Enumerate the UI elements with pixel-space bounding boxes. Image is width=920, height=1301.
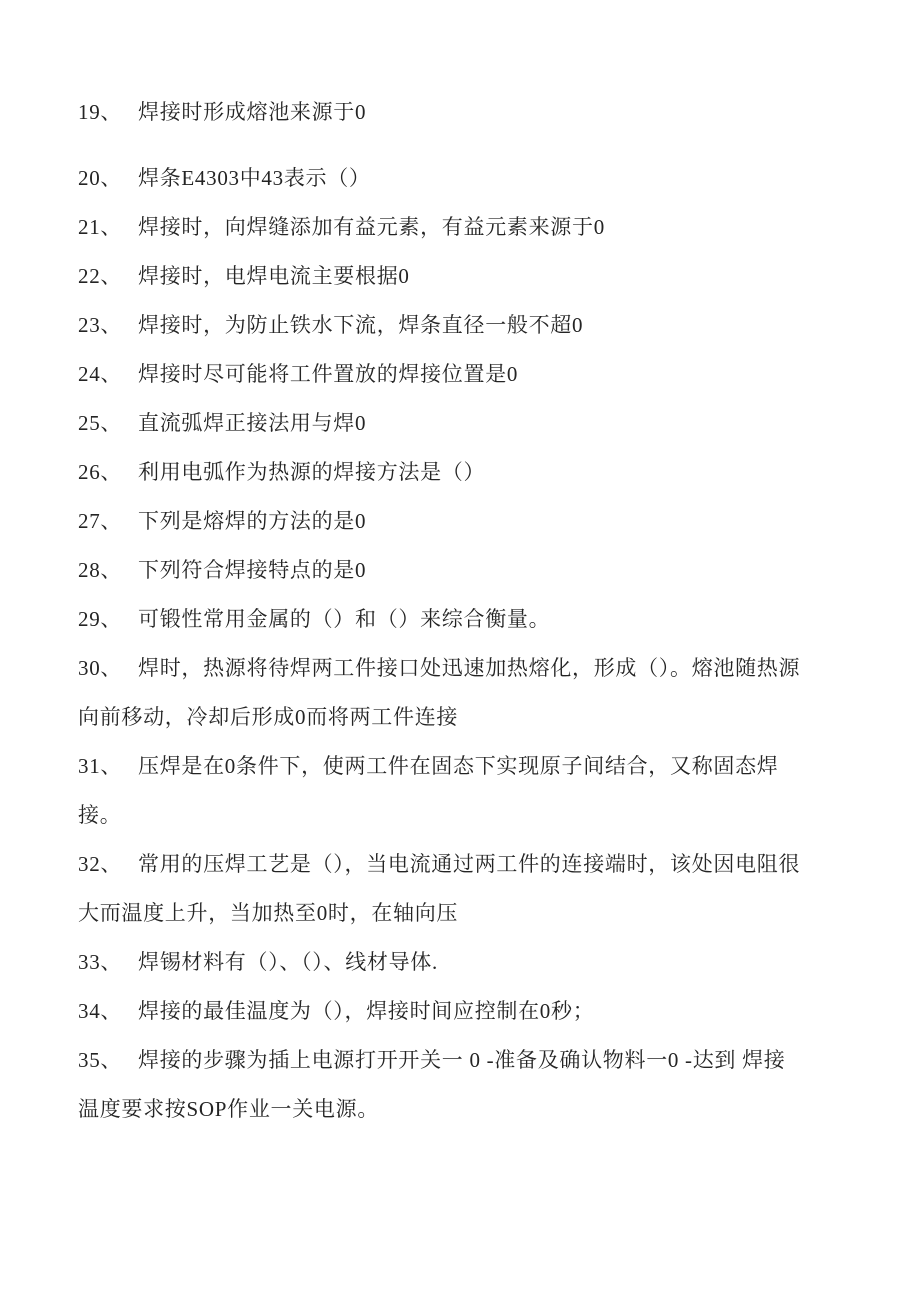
question-continuation-line: 温度要求按SOP作业一关电源。 [78,1097,380,1121]
question-text: 下列符合焊接特点的是0 [138,558,367,582]
question-number: 33、 [78,950,123,974]
question-item [78,938,878,987]
question-item [78,399,878,448]
question-first-line [78,203,878,252]
question-first-line [78,497,878,546]
question-number: 31、 [78,754,123,778]
question-text: 焊接的最佳温度为（），焊接时间应控制在0秒； [138,999,595,1023]
question-continuation-line: 接。 [78,803,122,827]
question-text: 压焊是在0条件下，使两工件在固态下实现原子间结合，又称固态焊 [138,754,779,778]
question-first-line [78,595,878,644]
question-first-line [78,88,878,137]
question-first-line [78,987,878,1036]
question-first-line [78,742,878,791]
question-continuation-line: 向前移动，冷却后形成0而将两工件连接 [78,705,459,729]
question-number: 24、 [78,362,123,386]
question-item [78,448,878,497]
question-number: 23、 [78,313,123,337]
question-first-line [78,301,878,350]
question-text: 可锻性常用金属的（）和（）来综合衡量。 [138,607,551,631]
question-first-line [78,1036,878,1085]
question-first-line [78,448,878,497]
question-item [78,840,878,938]
question-text: 直流弧焊正接法用与焊0 [138,411,367,435]
question-item [78,595,878,644]
question-number: 19、 [78,100,123,124]
question-item [78,546,878,595]
question-text: 焊锡材料有（）、（）、线材导体. [138,950,438,974]
question-item [78,497,878,546]
question-item [78,203,878,252]
question-number: 26、 [78,460,123,484]
question-first-line [78,938,878,987]
question-item [78,644,878,742]
question-text: 焊接时，向焊缝添加有益元素，有益元素来源于0 [138,215,605,239]
question-item [78,1036,878,1134]
question-text: 焊接时，电焊电流主要根据0 [138,264,410,288]
question-text: 焊条E4303中43表示（） [138,166,371,190]
question-number: 29、 [78,607,123,631]
question-number: 28、 [78,558,123,582]
question-text: 焊接的步骤为插上电源打开开关一 0 -准备及确认物料一0 -达到 焊接 [138,1048,786,1072]
question-item [78,88,878,137]
question-number: 27、 [78,509,123,533]
question-item [78,301,878,350]
question-continuation-line: 大而温度上升，当加热至0时，在轴向压 [78,901,459,925]
question-item [78,350,878,399]
question-first-line [78,644,878,693]
question-first-line [78,154,878,203]
question-number: 20、 [78,166,123,190]
question-number: 21、 [78,215,123,239]
question-first-line [78,399,878,448]
question-number: 25、 [78,411,123,435]
question-number: 34、 [78,999,123,1023]
question-list [78,88,878,1134]
question-text: 焊接时，为防止铁水下流，焊条直径一般不超0 [138,313,584,337]
question-text: 常用的压焊工艺是（），当电流通过两工件的连接端时，该处因电阻很 [138,852,801,876]
question-text: 利用电弧作为热源的焊接方法是（） [138,460,486,484]
question-first-line [78,546,878,595]
question-item [78,987,878,1036]
question-text: 焊时，热源将待焊两工件接口处迅速加热熔化，形成（）。熔池随热源 [138,656,801,680]
question-item [78,154,878,203]
question-item [78,742,878,840]
question-text: 下列是熔焊的方法的是0 [138,509,367,533]
question-number: 35、 [78,1048,123,1072]
question-first-line [78,350,878,399]
question-item [78,252,878,301]
question-text: 焊接时形成熔池来源于0 [138,100,367,124]
question-number: 22、 [78,264,123,288]
question-number: 30、 [78,656,123,680]
question-text: 焊接时尽可能将工件置放的焊接位置是0 [138,362,519,386]
question-first-line [78,840,878,889]
question-first-line [78,252,878,301]
question-number: 32、 [78,852,123,876]
